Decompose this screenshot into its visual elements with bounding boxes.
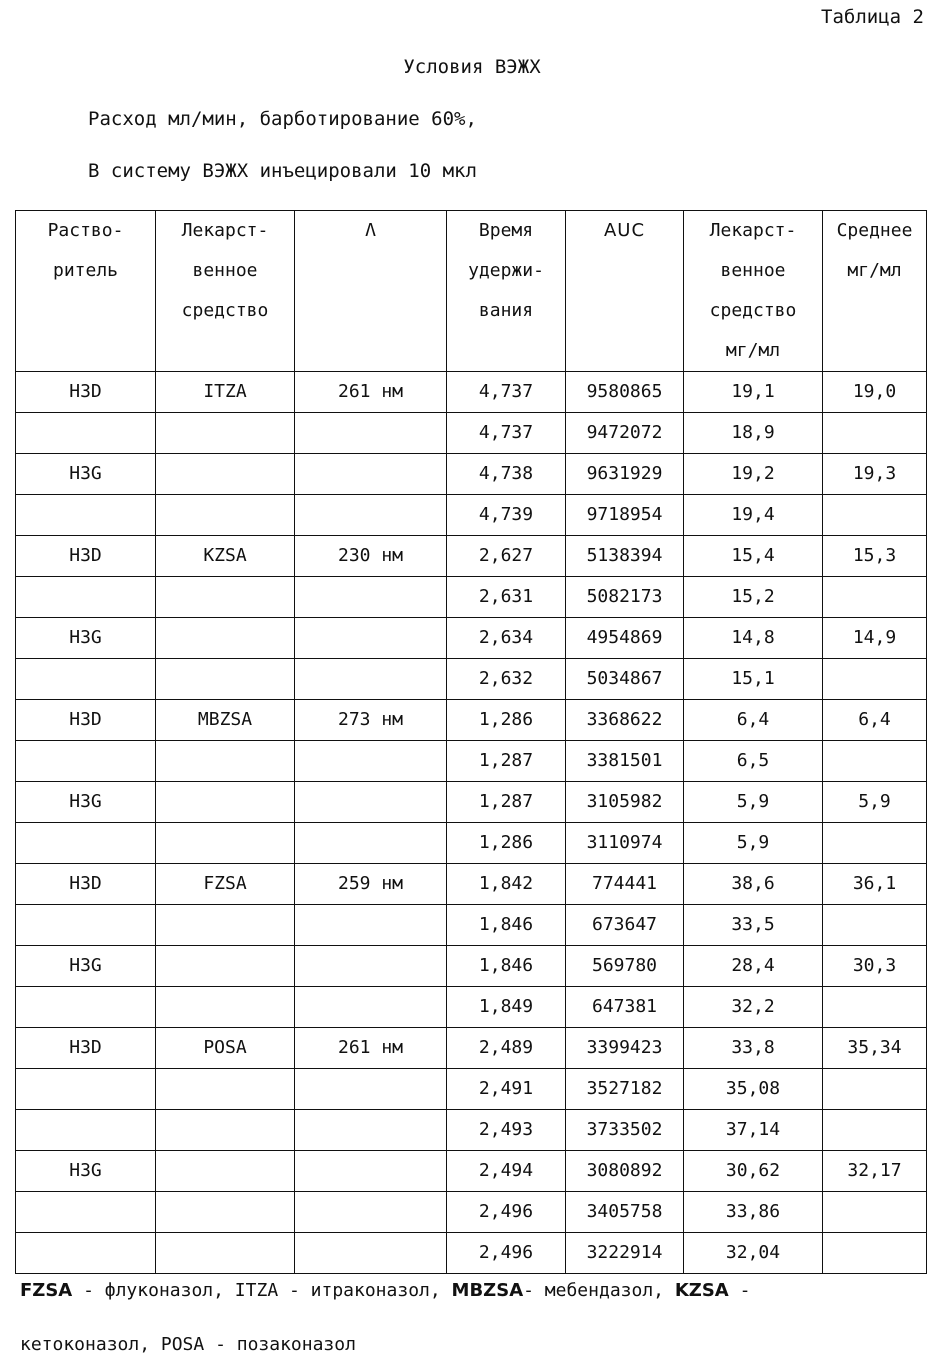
table-row [16, 823, 927, 864]
cell-drug [156, 1192, 295, 1233]
cell-auc: 9631929 [566, 454, 684, 495]
footnote-line-1 [20, 1280, 750, 1301]
cell-conc: 37,14 [684, 1110, 823, 1151]
cell-lambda [295, 782, 447, 823]
header-mean-line: мг/мл [847, 260, 902, 281]
cell-mean [823, 577, 927, 618]
header-concentration-line: венное [720, 260, 786, 281]
header-solvent-line: Раство- [47, 220, 124, 241]
table-header-row [16, 211, 927, 372]
cell-lambda: 259 нм [295, 864, 447, 905]
cell-lambda: 261 нм [295, 1028, 447, 1069]
header-concentration-line: мг/мл [725, 340, 781, 361]
cell-auc: 5082173 [566, 577, 684, 618]
cell-time: 4,737 [447, 413, 566, 454]
header-retention-time-line: удержи- [468, 260, 544, 281]
cell-time: 1,286 [447, 700, 566, 741]
cell-lambda [295, 987, 447, 1028]
cell-time: 1,287 [447, 741, 566, 782]
table-row [16, 700, 927, 741]
cell-conc: 5,9 [684, 823, 823, 864]
cell-auc: 3110974 [566, 823, 684, 864]
cell-solvent: H3G [16, 1151, 156, 1192]
footnote-mbzsa-def: - мебендазол, [523, 1280, 675, 1301]
table-row [16, 782, 927, 823]
cell-solvent: H3D [16, 536, 156, 577]
cell-time: 4,738 [447, 454, 566, 495]
header-concentration-line: средство [709, 300, 797, 321]
cell-solvent: H3D [16, 864, 156, 905]
cell-mean [823, 413, 927, 454]
cell-solvent [16, 1110, 156, 1151]
cell-solvent [16, 823, 156, 864]
table-row [16, 618, 927, 659]
cell-time: 2,489 [447, 1028, 566, 1069]
cell-lambda [295, 413, 447, 454]
cell-lambda [295, 1069, 447, 1110]
cell-auc: 9472072 [566, 413, 684, 454]
cell-mean: 15,3 [823, 536, 927, 577]
cell-mean [823, 987, 927, 1028]
cell-time: 2,496 [447, 1192, 566, 1233]
table-row [16, 1110, 927, 1151]
cell-mean [823, 495, 927, 536]
cell-mean [823, 1192, 927, 1233]
cell-mean [823, 659, 927, 700]
cell-conc: 18,9 [684, 413, 823, 454]
cell-mean: 19,0 [823, 372, 927, 413]
cell-lambda [295, 454, 447, 495]
cell-mean [823, 1233, 927, 1274]
cell-drug [156, 782, 295, 823]
cell-drug: MBZSA [156, 700, 295, 741]
cell-time: 1,287 [447, 782, 566, 823]
cell-mean [823, 823, 927, 864]
cell-lambda [295, 1151, 447, 1192]
table-row [16, 536, 927, 577]
header-lambda-line: Λ [365, 220, 376, 241]
cell-drug [156, 495, 295, 536]
footnote-fzsa-def: - флуконазол, ITZA - итраконазол, [72, 1280, 452, 1301]
cell-drug [156, 823, 295, 864]
cell-drug [156, 413, 295, 454]
cell-time: 1,842 [447, 864, 566, 905]
cell-conc: 35,08 [684, 1069, 823, 1110]
cell-conc: 14,8 [684, 618, 823, 659]
table-label: Таблица 2 [821, 6, 924, 28]
header-drug-line: средство [181, 300, 269, 321]
table-row [16, 905, 927, 946]
footnote-line-2: кетоконазол, POSA - позаконазол [20, 1334, 356, 1355]
cell-drug [156, 987, 295, 1028]
table-row [16, 659, 927, 700]
document-title: Условия ВЭЖХ [403, 56, 541, 78]
cell-time: 2,627 [447, 536, 566, 577]
cell-drug [156, 454, 295, 495]
cell-drug: POSA [156, 1028, 295, 1069]
cell-auc: 569780 [566, 946, 684, 987]
cell-conc: 15,1 [684, 659, 823, 700]
cell-mean [823, 1110, 927, 1151]
cell-lambda [295, 495, 447, 536]
cell-solvent [16, 987, 156, 1028]
footnote-kzsa-abbr: KZSA [674, 1280, 729, 1301]
cell-time: 1,849 [447, 987, 566, 1028]
cell-auc: 3381501 [566, 741, 684, 782]
cell-lambda [295, 905, 447, 946]
table-row [16, 946, 927, 987]
cell-solvent: H3D [16, 700, 156, 741]
cell-solvent: H3D [16, 372, 156, 413]
cell-time: 4,737 [447, 372, 566, 413]
cell-mean: 14,9 [823, 618, 927, 659]
cell-solvent: H3G [16, 454, 156, 495]
header-solvent [16, 211, 156, 372]
table-row [16, 1233, 927, 1274]
header-retention-time-line: Время [478, 220, 534, 241]
header-auc [566, 211, 684, 372]
cell-drug: ITZA [156, 372, 295, 413]
header-mean [823, 211, 927, 372]
cell-auc: 3105982 [566, 782, 684, 823]
cell-time: 2,631 [447, 577, 566, 618]
cell-drug [156, 577, 295, 618]
conditions-line-2: В систему ВЭЖХ инъецировали 10 мкл [88, 160, 477, 182]
cell-drug: FZSA [156, 864, 295, 905]
table-row [16, 987, 927, 1028]
cell-auc: 774441 [566, 864, 684, 905]
cell-solvent [16, 905, 156, 946]
cell-solvent: H3G [16, 618, 156, 659]
cell-auc: 5138394 [566, 536, 684, 577]
cell-lambda [295, 1110, 447, 1151]
cell-conc: 33,5 [684, 905, 823, 946]
cell-mean: 35,34 [823, 1028, 927, 1069]
cell-conc: 19,2 [684, 454, 823, 495]
cell-solvent: H3D [16, 1028, 156, 1069]
cell-auc: 3527182 [566, 1069, 684, 1110]
cell-conc: 32,04 [684, 1233, 823, 1274]
cell-lambda [295, 823, 447, 864]
cell-time: 2,494 [447, 1151, 566, 1192]
cell-mean [823, 1069, 927, 1110]
table-row [16, 413, 927, 454]
header-auc-line: AUC [603, 220, 646, 241]
cell-auc: 3733502 [566, 1110, 684, 1151]
cell-drug [156, 741, 295, 782]
cell-lambda [295, 741, 447, 782]
cell-solvent: H3G [16, 782, 156, 823]
table-row [16, 741, 927, 782]
cell-drug [156, 946, 295, 987]
header-concentration-line: Лекарст- [709, 220, 797, 241]
table-row [16, 1028, 927, 1069]
header-lambda [295, 211, 447, 372]
cell-time: 2,632 [447, 659, 566, 700]
cell-auc: 4954869 [566, 618, 684, 659]
table-row [16, 864, 927, 905]
cell-lambda: 230 нм [295, 536, 447, 577]
cell-mean: 6,4 [823, 700, 927, 741]
cell-mean: 30,3 [823, 946, 927, 987]
table-row [16, 495, 927, 536]
cell-conc: 15,4 [684, 536, 823, 577]
table-row [16, 1151, 927, 1192]
cell-lambda: 261 нм [295, 372, 447, 413]
cell-conc: 5,9 [684, 782, 823, 823]
table-row [16, 372, 927, 413]
table-row [16, 1192, 927, 1233]
cell-drug: KZSA [156, 536, 295, 577]
cell-lambda [295, 1233, 447, 1274]
header-retention-time-line: вания [478, 300, 534, 321]
header-concentration [684, 211, 823, 372]
footnote-fzsa-abbr: FZSA [20, 1280, 73, 1301]
cell-time: 1,286 [447, 823, 566, 864]
cell-auc: 5034867 [566, 659, 684, 700]
cell-conc: 28,4 [684, 946, 823, 987]
cell-time: 2,491 [447, 1069, 566, 1110]
footnote-mbzsa-abbr: MBZSA [451, 1280, 524, 1301]
cell-drug [156, 1233, 295, 1274]
cell-auc: 3368622 [566, 700, 684, 741]
header-mean-line: Среднее [836, 220, 913, 241]
cell-solvent [16, 495, 156, 536]
cell-auc: 3405758 [566, 1192, 684, 1233]
cell-conc: 6,4 [684, 700, 823, 741]
table-row [16, 577, 927, 618]
cell-mean: 19,3 [823, 454, 927, 495]
cell-drug [156, 905, 295, 946]
header-retention-time [447, 211, 566, 372]
header-drug-line: Лекарст- [181, 220, 269, 241]
cell-auc: 3222914 [566, 1233, 684, 1274]
cell-time: 2,634 [447, 618, 566, 659]
cell-conc: 32,2 [684, 987, 823, 1028]
cell-solvent: H3G [16, 946, 156, 987]
cell-mean: 5,9 [823, 782, 927, 823]
cell-drug [156, 1151, 295, 1192]
cell-mean: 36,1 [823, 864, 927, 905]
header-drug [156, 211, 295, 372]
cell-conc: 19,4 [684, 495, 823, 536]
cell-solvent [16, 741, 156, 782]
header-drug-line: венное [192, 260, 258, 281]
cell-drug [156, 618, 295, 659]
cell-conc: 33,8 [684, 1028, 823, 1069]
cell-time: 4,739 [447, 495, 566, 536]
cell-solvent [16, 577, 156, 618]
cell-lambda [295, 577, 447, 618]
cell-lambda [295, 659, 447, 700]
cell-conc: 38,6 [684, 864, 823, 905]
cell-auc: 647381 [566, 987, 684, 1028]
cell-drug [156, 1110, 295, 1151]
cell-auc: 673647 [566, 905, 684, 946]
cell-time: 1,846 [447, 946, 566, 987]
cell-solvent [16, 1192, 156, 1233]
conditions-line-1: Расход мл/мин, барботирование 60%, [88, 108, 477, 130]
cell-time: 2,496 [447, 1233, 566, 1274]
cell-solvent [16, 1069, 156, 1110]
cell-mean [823, 741, 927, 782]
footnote-kzsa-def: - [728, 1280, 751, 1301]
cell-auc: 3080892 [566, 1151, 684, 1192]
cell-mean [823, 905, 927, 946]
cell-conc: 19,1 [684, 372, 823, 413]
header-solvent-line: ритель [52, 260, 119, 281]
cell-lambda [295, 1192, 447, 1233]
cell-time: 1,846 [447, 905, 566, 946]
cell-solvent [16, 659, 156, 700]
cell-conc: 15,2 [684, 577, 823, 618]
hplc-results-table [15, 210, 927, 1274]
cell-lambda: 273 нм [295, 700, 447, 741]
cell-drug [156, 1069, 295, 1110]
cell-mean: 32,17 [823, 1151, 927, 1192]
cell-lambda [295, 946, 447, 987]
cell-auc: 9718954 [566, 495, 684, 536]
cell-solvent [16, 413, 156, 454]
cell-drug [156, 659, 295, 700]
cell-solvent [16, 1233, 156, 1274]
table-row [16, 454, 927, 495]
cell-auc: 3399423 [566, 1028, 684, 1069]
table-row [16, 1069, 927, 1110]
cell-conc: 30,62 [684, 1151, 823, 1192]
cell-conc: 33,86 [684, 1192, 823, 1233]
cell-lambda [295, 618, 447, 659]
cell-time: 2,493 [447, 1110, 566, 1151]
cell-conc: 6,5 [684, 741, 823, 782]
cell-auc: 9580865 [566, 372, 684, 413]
